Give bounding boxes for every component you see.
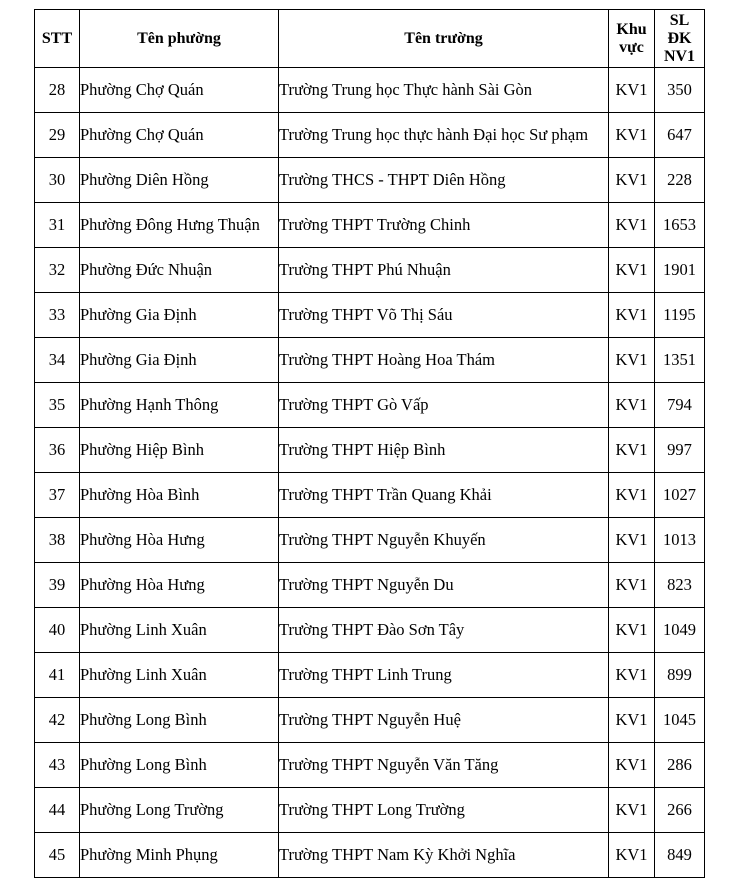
cell-stt: 40 <box>35 608 80 653</box>
table-row <box>35 383 705 428</box>
header-count-line1: SL <box>669 11 690 29</box>
cell-ward: Phường Gia Định <box>80 293 279 338</box>
cell-count: 1351 <box>655 338 705 383</box>
table-row <box>35 833 705 878</box>
cell-count: 1901 <box>655 248 705 293</box>
cell-school: Trường THCS - THPT Diên Hồng <box>279 158 609 203</box>
table-row <box>35 248 705 293</box>
header-area <box>609 10 655 68</box>
cell-area: KV1 <box>609 518 655 563</box>
cell-school: Trường THPT Nguyễn Khuyến <box>279 518 609 563</box>
header-count <box>655 10 705 68</box>
cell-school: Trường THPT Long Trường <box>279 788 609 833</box>
cell-ward: Phường Diên Hồng <box>80 158 279 203</box>
cell-school: Trường THPT Phú Nhuận <box>279 248 609 293</box>
table-row <box>35 473 705 518</box>
cell-area: KV1 <box>609 608 655 653</box>
header-row <box>35 10 705 68</box>
cell-count: 1045 <box>655 698 705 743</box>
cell-school: Trường THPT Hiệp Bình <box>279 428 609 473</box>
cell-ward: Phường Linh Xuân <box>80 653 279 698</box>
cell-count: 997 <box>655 428 705 473</box>
cell-stt: 43 <box>35 743 80 788</box>
cell-ward: Phường Long Bình <box>80 698 279 743</box>
cell-stt: 45 <box>35 833 80 878</box>
cell-count: 1195 <box>655 293 705 338</box>
cell-school: Trường THPT Võ Thị Sáu <box>279 293 609 338</box>
table-header <box>35 10 705 68</box>
table-row <box>35 518 705 563</box>
table-row <box>35 113 705 158</box>
cell-count: 350 <box>655 68 705 113</box>
cell-count: 286 <box>655 743 705 788</box>
cell-stt: 35 <box>35 383 80 428</box>
cell-ward: Phường Chợ Quán <box>80 68 279 113</box>
cell-ward: Phường Hòa Hưng <box>80 518 279 563</box>
cell-ward: Phường Chợ Quán <box>80 113 279 158</box>
cell-ward: Phường Gia Định <box>80 338 279 383</box>
header-count-line2: ĐK <box>667 29 692 47</box>
cell-area: KV1 <box>609 788 655 833</box>
cell-school: Trường THPT Hoàng Hoa Thám <box>279 338 609 383</box>
cell-stt: 38 <box>35 518 80 563</box>
table-row <box>35 788 705 833</box>
cell-count: 823 <box>655 563 705 608</box>
cell-school: Trường THPT Nguyễn Du <box>279 563 609 608</box>
cell-count: 899 <box>655 653 705 698</box>
cell-area: KV1 <box>609 473 655 518</box>
school-registration-table <box>34 9 705 878</box>
cell-count: 794 <box>655 383 705 428</box>
cell-school: Trường THPT Nguyễn Văn Tăng <box>279 743 609 788</box>
cell-area: KV1 <box>609 653 655 698</box>
cell-stt: 41 <box>35 653 80 698</box>
cell-stt: 37 <box>35 473 80 518</box>
cell-stt: 29 <box>35 113 80 158</box>
header-ward: Tên phường <box>80 10 279 68</box>
cell-stt: 44 <box>35 788 80 833</box>
cell-count: 1027 <box>655 473 705 518</box>
cell-stt: 31 <box>35 203 80 248</box>
cell-school: Trường THPT Gò Vấp <box>279 383 609 428</box>
header-area-line2: vực <box>619 38 644 56</box>
cell-stt: 33 <box>35 293 80 338</box>
cell-ward: Phường Hiệp Bình <box>80 428 279 473</box>
cell-ward: Phường Long Trường <box>80 788 279 833</box>
header-count-line3: NV1 <box>663 47 696 65</box>
table-row <box>35 743 705 788</box>
table-row <box>35 158 705 203</box>
cell-stt: 42 <box>35 698 80 743</box>
cell-ward: Phường Linh Xuân <box>80 608 279 653</box>
cell-area: KV1 <box>609 68 655 113</box>
cell-school: Trường THPT Trần Quang Khải <box>279 473 609 518</box>
table-row <box>35 563 705 608</box>
header-school: Tên trường <box>279 10 609 68</box>
cell-stt: 32 <box>35 248 80 293</box>
header-stt: STT <box>35 10 80 68</box>
cell-area: KV1 <box>609 743 655 788</box>
cell-ward: Phường Hạnh Thông <box>80 383 279 428</box>
cell-count: 1013 <box>655 518 705 563</box>
cell-count: 849 <box>655 833 705 878</box>
cell-count: 1653 <box>655 203 705 248</box>
cell-count: 647 <box>655 113 705 158</box>
cell-stt: 30 <box>35 158 80 203</box>
table-row <box>35 68 705 113</box>
table-row <box>35 698 705 743</box>
cell-area: KV1 <box>609 563 655 608</box>
cell-stt: 34 <box>35 338 80 383</box>
cell-school: Trường THPT Trường Chinh <box>279 203 609 248</box>
cell-stt: 36 <box>35 428 80 473</box>
cell-school: Trường THPT Nguyễn Huệ <box>279 698 609 743</box>
table-row <box>35 428 705 473</box>
cell-count: 228 <box>655 158 705 203</box>
table-row <box>35 293 705 338</box>
cell-stt: 28 <box>35 68 80 113</box>
cell-area: KV1 <box>609 383 655 428</box>
cell-area: KV1 <box>609 833 655 878</box>
cell-area: KV1 <box>609 113 655 158</box>
cell-ward: Phường Hòa Bình <box>80 473 279 518</box>
cell-area: KV1 <box>609 203 655 248</box>
cell-area: KV1 <box>609 293 655 338</box>
cell-area: KV1 <box>609 698 655 743</box>
cell-count: 266 <box>655 788 705 833</box>
cell-ward: Phường Đông Hưng Thuận <box>80 203 279 248</box>
cell-count: 1049 <box>655 608 705 653</box>
cell-school: Trường THPT Đào Sơn Tây <box>279 608 609 653</box>
cell-ward: Phường Hòa Hưng <box>80 563 279 608</box>
cell-school: Trường THPT Linh Trung <box>279 653 609 698</box>
cell-ward: Phường Long Bình <box>80 743 279 788</box>
cell-area: KV1 <box>609 248 655 293</box>
cell-ward: Phường Minh Phụng <box>80 833 279 878</box>
header-area-line1: Khu <box>616 20 647 38</box>
cell-school: Trường Trung học thực hành Đại học Sư phạm <box>279 113 609 158</box>
cell-school: Trường Trung học Thực hành Sài Gòn <box>279 68 609 113</box>
cell-school: Trường THPT Nam Kỳ Khởi Nghĩa <box>279 833 609 878</box>
cell-stt: 39 <box>35 563 80 608</box>
cell-area: KV1 <box>609 338 655 383</box>
cell-area: KV1 <box>609 158 655 203</box>
table-body <box>35 68 705 878</box>
table-row <box>35 608 705 653</box>
cell-ward: Phường Đức Nhuận <box>80 248 279 293</box>
table-row <box>35 653 705 698</box>
cell-area: KV1 <box>609 428 655 473</box>
table-row <box>35 203 705 248</box>
table-row <box>35 338 705 383</box>
